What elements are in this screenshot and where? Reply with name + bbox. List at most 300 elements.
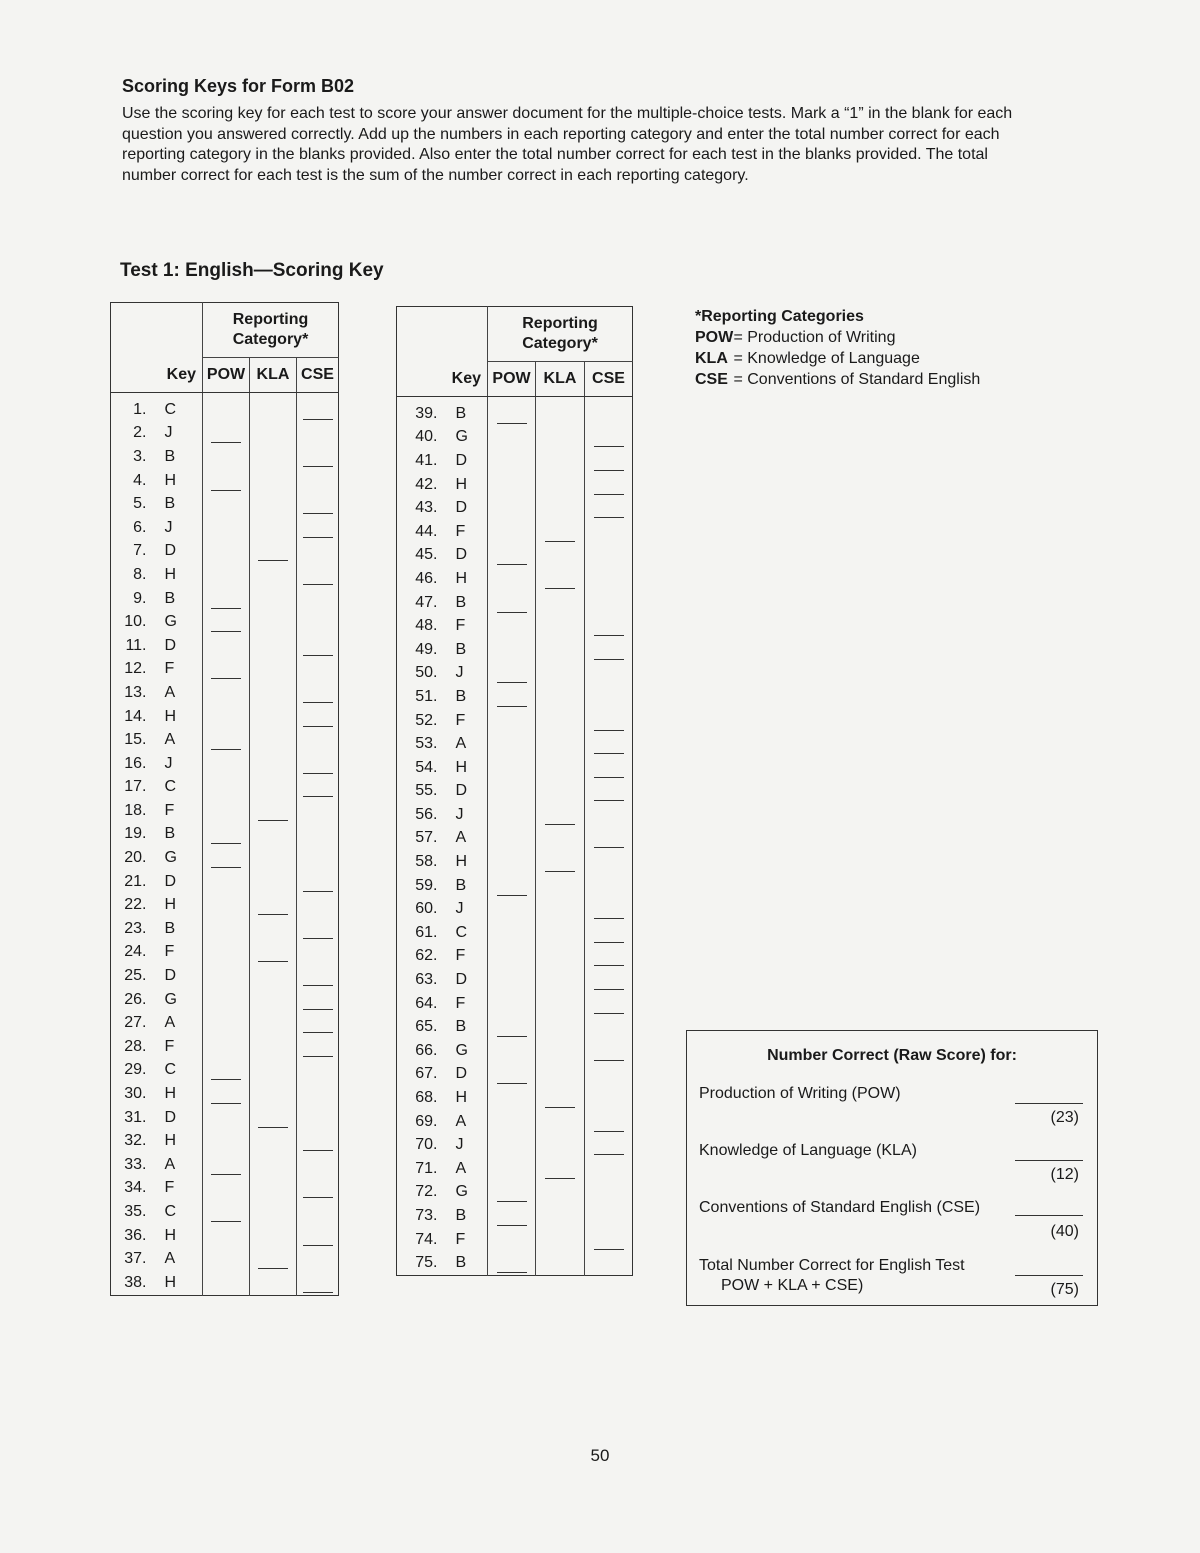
answer-key: D	[164, 636, 177, 654]
cse-cell	[585, 1063, 633, 1087]
answer-blank[interactable]	[211, 631, 241, 632]
answer-blank[interactable]	[497, 423, 527, 424]
kla-cell	[250, 988, 297, 1012]
answer-blank[interactable]	[594, 470, 624, 471]
answer-key: H	[455, 758, 468, 776]
pow-cell	[203, 658, 250, 682]
answer-blank[interactable]	[303, 584, 333, 585]
kla-cell	[250, 1129, 297, 1153]
key-row	[111, 587, 339, 611]
kla-cell	[250, 658, 297, 682]
pow-cell	[203, 917, 250, 941]
key-row	[111, 776, 339, 800]
cse-cell	[585, 1157, 633, 1181]
cse-cell	[297, 492, 339, 516]
question-number: 21.	[124, 872, 147, 890]
answer-blank[interactable]	[303, 726, 333, 727]
answer-blank[interactable]	[211, 678, 241, 679]
answer-blank[interactable]	[303, 513, 333, 514]
key-row	[397, 1039, 633, 1063]
answer-blank[interactable]	[258, 1268, 288, 1269]
answer-blank[interactable]	[303, 1150, 333, 1151]
key-row	[397, 732, 633, 756]
key-row	[111, 634, 339, 658]
pow-cell	[203, 1059, 250, 1083]
pow-cell	[488, 520, 536, 544]
key-row	[397, 614, 633, 638]
answer-blank[interactable]	[303, 1009, 333, 1010]
key-row	[111, 1106, 339, 1130]
key-row	[111, 705, 339, 729]
key-row	[111, 893, 339, 917]
pow-cell	[488, 780, 536, 804]
kla-cell	[536, 1133, 585, 1157]
answer-blank[interactable]	[594, 659, 624, 660]
kla-cell	[536, 756, 585, 780]
question-number: 37.	[124, 1250, 147, 1268]
total-score-formula: POW + KLA + CSE)	[721, 1277, 864, 1294]
answer-blank[interactable]	[211, 749, 241, 750]
answer-key: A	[164, 731, 176, 749]
answer-blank[interactable]	[303, 1292, 333, 1293]
answer-blank[interactable]	[594, 1154, 624, 1155]
key-row	[111, 1129, 339, 1153]
answer-blank[interactable]	[303, 796, 333, 797]
answer-key: C	[164, 778, 177, 796]
answer-key: B	[455, 1254, 467, 1272]
cse-cell	[297, 917, 339, 941]
answer-key: H	[164, 471, 177, 489]
answer-blank[interactable]	[594, 494, 624, 495]
key-row	[397, 827, 633, 851]
cse-score-blank[interactable]	[1015, 1197, 1083, 1216]
cse-cell	[297, 988, 339, 1012]
question-number: 30.	[124, 1085, 147, 1103]
question-number: 48.	[415, 617, 438, 635]
kla-cell	[536, 638, 585, 662]
answer-blank[interactable]	[497, 1272, 527, 1273]
cse-cell	[585, 426, 633, 450]
answer-blank[interactable]	[258, 1127, 288, 1128]
answer-key: H	[164, 1085, 177, 1103]
pow-cell	[203, 964, 250, 988]
question-number: 33.	[124, 1155, 147, 1173]
pow-cell	[203, 1129, 250, 1153]
answer-blank[interactable]	[545, 541, 575, 542]
pow-cell	[203, 492, 250, 516]
answer-blank[interactable]	[211, 1103, 241, 1104]
answer-blank[interactable]	[258, 820, 288, 821]
question-number: 12.	[124, 660, 147, 678]
key-row	[397, 1228, 633, 1252]
pow-cell	[488, 1133, 536, 1157]
cse-cell	[297, 445, 339, 469]
kla-score-blank[interactable]	[1015, 1140, 1083, 1161]
cse-score-max: (40)	[1050, 1223, 1079, 1240]
cse-cell	[297, 393, 339, 422]
answer-key: D	[164, 542, 177, 560]
answer-key: B	[455, 876, 467, 894]
question-number: 43.	[415, 499, 438, 517]
key-row	[111, 492, 339, 516]
cse-cell	[585, 1110, 633, 1134]
answer-key: G	[455, 1041, 468, 1059]
answer-blank[interactable]	[303, 419, 333, 420]
kla-cell	[250, 752, 297, 776]
answer-blank[interactable]	[497, 682, 527, 683]
answer-blank[interactable]	[545, 871, 575, 872]
kla-cell	[250, 1153, 297, 1177]
pow-cell	[203, 563, 250, 587]
answer-key: B	[455, 687, 467, 705]
question-number: 29.	[124, 1061, 147, 1079]
kla-cell	[536, 803, 585, 827]
answer-blank[interactable]	[594, 918, 624, 919]
key-row	[397, 897, 633, 921]
pow-cell	[488, 945, 536, 969]
kla-cell	[250, 516, 297, 540]
answer-blank[interactable]	[211, 1079, 241, 1080]
reporting-categories-legend	[695, 306, 980, 390]
kla-cell	[536, 921, 585, 945]
kla-cell	[250, 870, 297, 894]
answer-blank[interactable]	[594, 1013, 624, 1014]
key-row	[111, 870, 339, 894]
answer-key: D	[164, 872, 177, 890]
answer-key: H	[164, 1226, 177, 1244]
answer-blank[interactable]	[211, 1221, 241, 1222]
kla-cell	[250, 1035, 297, 1059]
kla-cell	[536, 1204, 585, 1228]
question-number: 3.	[133, 447, 147, 465]
answer-key: B	[455, 593, 467, 611]
pow-cell	[488, 426, 536, 450]
pow-cell	[488, 1228, 536, 1252]
cse-cell	[297, 799, 339, 823]
question-number: 6.	[133, 518, 147, 536]
answer-key: B	[455, 640, 467, 658]
kla-cell	[250, 1247, 297, 1271]
pow-score-blank[interactable]	[1015, 1083, 1083, 1104]
question-number: 73.	[415, 1206, 438, 1224]
answer-blank[interactable]	[545, 824, 575, 825]
answer-blank[interactable]	[594, 800, 624, 801]
key-header: Key	[111, 358, 203, 393]
answer-blank[interactable]	[594, 942, 624, 943]
answer-blank[interactable]	[258, 560, 288, 561]
cse-header: CSE	[585, 362, 633, 397]
kla-cell	[536, 685, 585, 709]
answer-blank[interactable]	[303, 466, 333, 467]
kla-cell	[536, 897, 585, 921]
cse-cell	[585, 544, 633, 568]
cse-cell	[585, 638, 633, 662]
pow-cell	[203, 1011, 250, 1035]
answer-blank[interactable]	[545, 588, 575, 589]
key-header: Key	[397, 362, 488, 397]
answer-key: A	[455, 1159, 467, 1177]
answer-key: F	[164, 943, 175, 961]
answer-blank[interactable]	[497, 1225, 527, 1226]
answer-key: C	[164, 400, 177, 418]
pow-cell	[203, 988, 250, 1012]
pow-cell	[488, 1251, 536, 1275]
answer-key: D	[455, 546, 468, 564]
answer-key: A	[164, 1014, 176, 1032]
pow-cell	[488, 756, 536, 780]
answer-blank[interactable]	[211, 867, 241, 868]
kla-cell	[536, 1110, 585, 1134]
answer-blank[interactable]	[497, 612, 527, 613]
kla-cell	[536, 968, 585, 992]
answer-key: B	[455, 1018, 467, 1036]
key-row	[111, 846, 339, 870]
key-row	[397, 426, 633, 450]
answer-key: F	[164, 660, 175, 678]
question-number: 9.	[133, 589, 147, 607]
question-number: 8.	[133, 565, 147, 583]
question-number: 14.	[124, 707, 147, 725]
answer-blank[interactable]	[497, 1083, 527, 1084]
raw-score-heading: Number Correct (Raw Score) for:	[767, 1047, 1017, 1064]
answer-key: G	[164, 849, 177, 867]
answer-blank[interactable]	[497, 1201, 527, 1202]
answer-key: G	[164, 613, 177, 631]
pow-header: POW	[203, 358, 250, 393]
kla-cell	[536, 827, 585, 851]
answer-blank[interactable]	[303, 1245, 333, 1246]
answer-blank[interactable]	[594, 753, 624, 754]
cse-cell	[297, 823, 339, 847]
question-number: 2.	[133, 424, 147, 442]
pow-cell	[488, 473, 536, 497]
key-row	[397, 803, 633, 827]
pow-cell	[488, 638, 536, 662]
answer-key: G	[455, 428, 468, 446]
answer-blank[interactable]	[497, 706, 527, 707]
question-number: 65.	[415, 1018, 438, 1036]
answer-blank[interactable]	[303, 938, 333, 939]
answer-blank[interactable]	[594, 1249, 624, 1250]
pow-cell	[203, 1200, 250, 1224]
answer-blank[interactable]	[594, 730, 624, 731]
key-row	[111, 516, 339, 540]
question-number: 69.	[415, 1112, 438, 1130]
pow-score-max: (23)	[1050, 1109, 1079, 1126]
key-row	[397, 520, 633, 544]
answer-blank[interactable]	[303, 891, 333, 892]
pow-header: POW	[488, 362, 536, 397]
question-number: 34.	[124, 1179, 147, 1197]
kla-cell	[250, 540, 297, 564]
scoring-key-table-right	[396, 306, 633, 1276]
key-row	[111, 988, 339, 1012]
kla-cell	[250, 799, 297, 823]
answer-key: B	[455, 404, 467, 422]
answer-blank[interactable]	[594, 777, 624, 778]
key-row	[397, 1251, 633, 1275]
kla-cell	[536, 397, 585, 426]
cse-cell	[585, 874, 633, 898]
answer-key: C	[164, 1061, 177, 1079]
key-row	[397, 1204, 633, 1228]
kla-cell	[250, 393, 297, 422]
legend-item-pow: POW = Production of Writing	[695, 329, 896, 346]
answer-key: B	[164, 495, 176, 513]
pow-cell	[488, 567, 536, 591]
pow-cell	[488, 1181, 536, 1205]
kla-cell	[536, 591, 585, 615]
pow-cell	[203, 893, 250, 917]
cse-score-label: Conventions of Standard English (CSE)	[699, 1199, 981, 1216]
cse-cell	[297, 1082, 339, 1106]
answer-blank[interactable]	[258, 961, 288, 962]
key-row	[111, 1082, 339, 1106]
key-row	[111, 563, 339, 587]
question-number: 41.	[415, 451, 438, 469]
question-number: 24.	[124, 943, 147, 961]
answer-blank[interactable]	[594, 1131, 624, 1132]
total-score-blank[interactable]	[1015, 1255, 1083, 1276]
pow-cell	[488, 968, 536, 992]
answer-blank[interactable]	[303, 1032, 333, 1033]
pow-cell	[488, 1086, 536, 1110]
cse-cell	[297, 681, 339, 705]
answer-blank[interactable]	[211, 608, 241, 609]
answer-blank[interactable]	[497, 1036, 527, 1037]
key-row	[397, 874, 633, 898]
cse-cell	[585, 1204, 633, 1228]
cse-cell	[297, 846, 339, 870]
pow-cell	[203, 1153, 250, 1177]
key-row	[397, 591, 633, 615]
answer-blank[interactable]	[545, 1178, 575, 1179]
answer-blank[interactable]	[545, 1107, 575, 1108]
question-number: 7.	[133, 542, 147, 560]
question-number: 57.	[415, 829, 438, 847]
cse-cell	[297, 1153, 339, 1177]
answer-blank[interactable]	[211, 442, 241, 443]
answer-key: F	[164, 801, 175, 819]
cse-cell	[297, 1247, 339, 1271]
answer-blank[interactable]	[303, 985, 333, 986]
pow-cell	[203, 1247, 250, 1271]
key-row	[111, 610, 339, 634]
key-row	[397, 945, 633, 969]
kla-cell	[536, 544, 585, 568]
answer-blank[interactable]	[497, 564, 527, 565]
kla-cell	[536, 473, 585, 497]
answer-blank[interactable]	[594, 989, 624, 990]
key-row	[397, 1063, 633, 1087]
blank-header-cell	[111, 303, 203, 358]
pow-cell	[203, 752, 250, 776]
answer-key: H	[164, 1132, 177, 1150]
kla-cell	[250, 587, 297, 611]
answer-blank[interactable]	[594, 517, 624, 518]
question-number: 19.	[124, 825, 147, 843]
key-row	[397, 850, 633, 874]
cse-cell	[585, 397, 633, 426]
reporting-category-header: Reporting Category*	[488, 307, 633, 362]
answer-blank[interactable]	[211, 843, 241, 844]
pow-cell	[203, 799, 250, 823]
kla-score-max: (12)	[1050, 1166, 1079, 1183]
answer-blank[interactable]	[594, 847, 624, 848]
question-number: 66.	[415, 1041, 438, 1059]
answer-key: A	[455, 1112, 467, 1130]
key-row	[397, 397, 633, 426]
answer-blank[interactable]	[303, 773, 333, 774]
answer-blank[interactable]	[303, 702, 333, 703]
question-number: 22.	[124, 896, 147, 914]
key-row	[111, 469, 339, 493]
cse-cell	[297, 870, 339, 894]
answer-blank[interactable]	[211, 1174, 241, 1175]
key-row	[111, 658, 339, 682]
key-row	[111, 964, 339, 988]
answer-blank[interactable]	[303, 1056, 333, 1057]
cse-cell	[585, 945, 633, 969]
cse-cell	[297, 422, 339, 446]
answer-blank[interactable]	[594, 1060, 624, 1061]
answer-blank[interactable]	[594, 446, 624, 447]
answer-key: D	[455, 971, 468, 989]
key-row	[397, 473, 633, 497]
question-number: 62.	[415, 947, 438, 965]
answer-blank[interactable]	[594, 635, 624, 636]
key-row	[111, 1247, 339, 1271]
pow-cell	[488, 449, 536, 473]
answer-blank[interactable]	[497, 895, 527, 896]
key-row	[397, 1015, 633, 1039]
question-number: 54.	[415, 758, 438, 776]
kla-cell	[536, 1181, 585, 1205]
kla-cell	[250, 492, 297, 516]
key-row	[111, 393, 339, 422]
answer-key: D	[164, 967, 177, 985]
answer-blank[interactable]	[303, 655, 333, 656]
key-row	[111, 1059, 339, 1083]
cse-cell	[585, 897, 633, 921]
question-number: 72.	[415, 1183, 438, 1201]
kla-cell	[536, 780, 585, 804]
key-row	[111, 1200, 339, 1224]
answer-key: H	[164, 565, 177, 583]
kla-cell	[536, 1228, 585, 1252]
answer-key: J	[455, 664, 464, 682]
question-number: 25.	[124, 967, 147, 985]
kla-cell	[536, 1086, 585, 1110]
pow-score-label: Production of Writing (POW)	[699, 1085, 901, 1102]
cse-cell	[297, 658, 339, 682]
question-number: 47.	[415, 593, 438, 611]
pow-cell	[488, 1110, 536, 1134]
answer-key: H	[164, 1273, 177, 1291]
pow-cell	[488, 397, 536, 426]
question-number: 45.	[415, 546, 438, 564]
answer-blank[interactable]	[211, 490, 241, 491]
answer-key: J	[164, 754, 173, 772]
answer-key: H	[455, 475, 468, 493]
answer-blank[interactable]	[303, 1197, 333, 1198]
cse-cell	[585, 567, 633, 591]
kla-cell	[536, 945, 585, 969]
answer-blank[interactable]	[303, 537, 333, 538]
answer-blank[interactable]	[594, 965, 624, 966]
answer-blank[interactable]	[258, 914, 288, 915]
pow-cell	[488, 897, 536, 921]
